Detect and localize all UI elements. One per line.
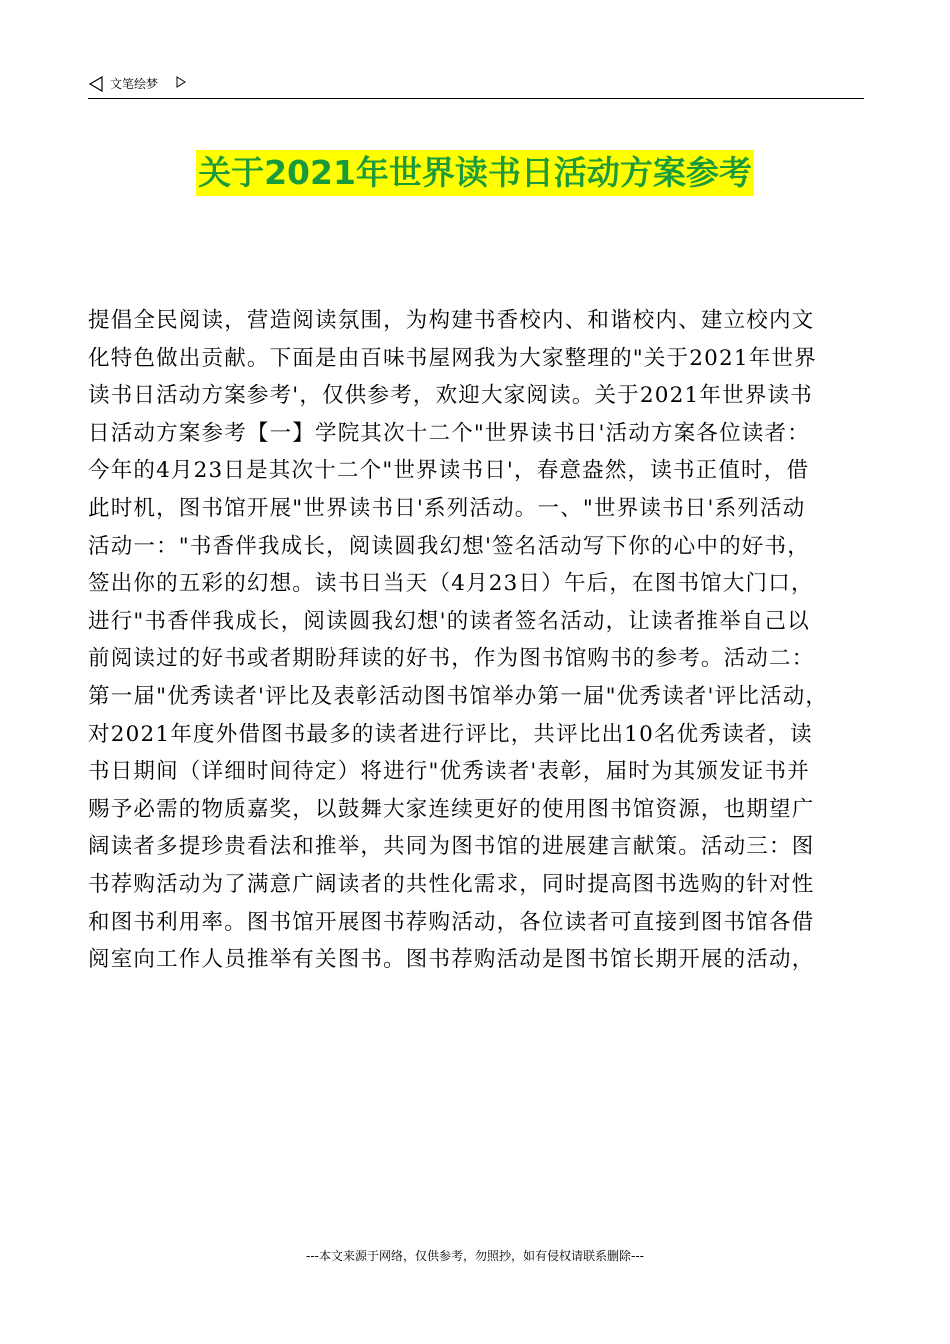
body-line: 阅室向工作人员推举有关图书。图书荐购活动是图书馆长期开展的活动， bbox=[88, 947, 815, 973]
footer-disclaimer: ---本文来源于网络，仅供参考，勿照抄，如有侵权请联系删除--- bbox=[306, 1249, 644, 1263]
page-header bbox=[88, 74, 864, 99]
body-line: 活动一："书香伴我成长，阅读圆我幻想'签名活动写下你的心中的好书， bbox=[88, 533, 810, 559]
body-line: 和图书利用率。图书馆开展图书荐购活动，各位读者可直接到图书馆各借 bbox=[88, 909, 815, 935]
body-line: 第一届"优秀读者'评比及表彰活动图书馆举办第一届"优秀读者'评比活动， bbox=[88, 683, 829, 709]
body-line: 赐予必需的物质嘉奖，以鼓舞大家连续更好的使用图书馆资源，也期望广 bbox=[88, 796, 815, 822]
body-line: 读书日活动方案参考'，仅供参考，欢迎大家阅读。关于2021年世界读书 bbox=[88, 383, 813, 409]
title-wrapper bbox=[0, 150, 950, 196]
body-line: 今年的4月23日是其次十二个"世界读书日'，春意盎然，读书正值时，借 bbox=[88, 458, 810, 484]
body-line: 此时机，图书馆开展"世界读书日'系列活动。一、"世界读书日'系列活动 bbox=[88, 495, 806, 521]
body-line: 前阅读过的好书或者期盼拜读的好书，作为图书馆购书的参考。活动二： bbox=[88, 646, 815, 672]
document-body bbox=[88, 302, 864, 979]
body-line: 日活动方案参考【一】学院其次十二个"世界读书日'活动方案各位读者： bbox=[88, 420, 810, 446]
body-line: 进行"书香伴我成长，阅读圆我幻想'的读者签名活动，让读者推举自己以 bbox=[88, 608, 810, 634]
body-line: 提倡全民阅读，营造阅读氛围，为构建书香校内、和谐校内、建立校内文 bbox=[88, 308, 815, 333]
document-title: 关于2021年世界读书日活动方案参考 bbox=[196, 150, 754, 196]
body-line: 签出你的五彩的幻想。读书日当天（4月23日）午后，在图书馆大门口， bbox=[88, 571, 814, 597]
body-line: 对2021年度外借图书最多的读者进行评比，共评比出10名优秀读者，读 bbox=[88, 721, 813, 747]
triangle-right-outline-icon bbox=[176, 76, 186, 88]
header-brand-text: 文笔绘梦 bbox=[110, 77, 159, 91]
body-line: 书荐购活动为了满意广阔读者的共性化需求，同时提高图书选购的针对性 bbox=[88, 871, 815, 897]
body-line: 书日期间（详细时间待定）将进行"优秀读者'表彰，届时为其颁发证书并 bbox=[88, 759, 810, 785]
triangle-left-outline-icon bbox=[88, 76, 104, 92]
body-line: 化特色做出贡献。下面是由百味书屋网我为大家整理的"关于2021年世界 bbox=[88, 345, 817, 371]
body-line: 阔读者多提珍贵看法和推举，共同为图书馆的进展建言献策。活动三：图 bbox=[88, 834, 815, 860]
